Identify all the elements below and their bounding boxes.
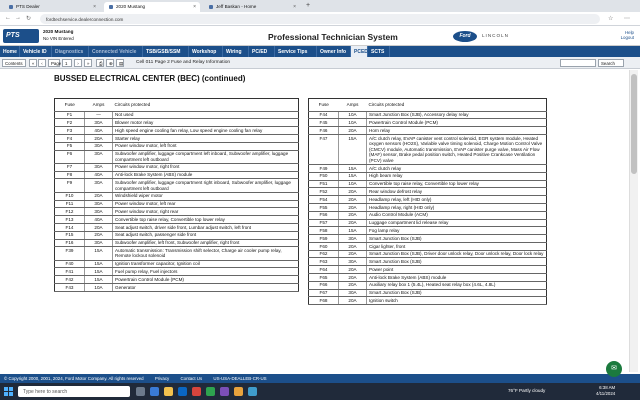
search-button[interactable]: Search (598, 59, 624, 67)
fuse-circuit: Convertible top raise relay, Convertible top lower relay (367, 180, 547, 188)
fuse-row (55, 216, 299, 224)
fuse-row (309, 196, 547, 204)
weather-widget[interactable]: 76°F Partly cloudy (508, 388, 546, 393)
fuse-amps: 30A (85, 208, 113, 216)
fuse-amps: 20A (85, 192, 113, 200)
fuse-circuit: Power window motor, right front (113, 163, 299, 171)
fuse-row (309, 180, 547, 188)
app-icon[interactable] (234, 387, 243, 396)
fuse-circuit: Blower motor relay (113, 119, 299, 127)
browser-tab[interactable] (4, 2, 100, 12)
clock-date: 4/11/2024 (596, 391, 616, 396)
fuse-row (309, 134, 547, 164)
fuse-circuit: Headlamp relay, right (HID only) (367, 204, 547, 212)
fuse-id: F7 (55, 163, 85, 171)
fuse-id: F10 (55, 192, 85, 200)
next-page-icon[interactable]: › (74, 59, 82, 67)
fuse-row (55, 239, 299, 247)
fuse-id: F57 (309, 219, 339, 227)
fuse-row (55, 119, 299, 127)
windows-start-icon[interactable] (4, 387, 13, 396)
fuse-amps: 30A (85, 200, 113, 208)
fuse-header: Fuse (55, 99, 85, 112)
fuse-amps: 10A (339, 180, 367, 188)
fuse-row (55, 192, 299, 200)
fuse-circuit: Rear window defrost relay (367, 188, 547, 196)
fuse-header: Fuse (309, 99, 339, 112)
fuse-circuit: A/C clutch relay (367, 165, 547, 173)
tab-title: 2020 Mustang (116, 4, 146, 9)
pts-logo: PTS (3, 29, 39, 43)
app-icon[interactable] (192, 387, 201, 396)
fuse-row (309, 219, 547, 227)
fuse-amps: 30A (85, 163, 113, 171)
fuse-id: F47 (309, 134, 339, 164)
fuse-row (309, 165, 547, 173)
fuse-amps: 10A (339, 111, 367, 119)
fuse-row (55, 171, 299, 179)
circuits-header: Circuits protected (367, 99, 547, 112)
fuse-circuit: Generator (113, 284, 299, 292)
fuse-id: F42 (55, 276, 85, 284)
fuse-circuit: Seat adjust switch, driver side front, Lumbar adjust switch, left front (113, 223, 299, 231)
favicon-icon (9, 5, 13, 9)
fuse-id: F44 (309, 111, 339, 119)
fuse-circuit: Subwoofer amplifier, luggage compartment right inboard, Subwoofer amplifier, luggage compartment left outboard (113, 179, 299, 192)
fuse-circuit: Seat adjust switch, passenger side front (113, 231, 299, 239)
fuse-circuit: Subwoofer amplifier, luggage compartment left inboard, Subwoofer amplifier, luggage compartment left outboard (113, 150, 299, 163)
prev-page-icon[interactable]: ‹ (38, 59, 46, 67)
menu-scts[interactable]: SCTS (368, 46, 390, 57)
fuse-amps: 15A (85, 268, 113, 276)
fuse-amps: 20A (85, 223, 113, 231)
fuse-circuit: High speed engine cooling fan relay, Low speed engine cooling fan relay (113, 127, 299, 135)
fuse-id: F3 (55, 127, 85, 135)
fuse-amps: 15A (85, 276, 113, 284)
fuse-row (309, 266, 547, 274)
copyright-text: © Copyright 2000, 2001, 2024, Ford Motor Company. All rights reserved (4, 376, 144, 381)
fuse-circuit: Fog lamp relay (367, 227, 547, 235)
fuse-row (55, 163, 299, 171)
fuse-amps: 30A (85, 142, 113, 150)
fuse-row (309, 111, 547, 119)
browser-tab-active[interactable] (104, 2, 200, 12)
page-title: Professional Technician System (268, 32, 398, 42)
help-links (621, 30, 634, 40)
task-view-icon[interactable] (136, 387, 145, 396)
menu-tsb[interactable]: TSB/GSB/SSM (143, 46, 189, 57)
fuse-amps: 15A (339, 172, 367, 180)
reload-icon[interactable]: ↻ (26, 16, 32, 22)
fuse-circuit: Headlamp relay, left (HID only) (367, 196, 547, 204)
fuse-id: F16 (55, 239, 85, 247)
fuse-amps: 20A (85, 231, 113, 239)
fuse-id: F58 (309, 227, 339, 235)
menu-pced[interactable]: PC/ED (249, 46, 275, 57)
fuse-id: F41 (55, 268, 85, 276)
vertical-scrollbar[interactable] (629, 70, 638, 372)
fuse-circuit: Smart Junction Box (SJB), Driver door unlock relay, Door unlock relay, Door lock relay (367, 250, 547, 258)
chrome-icon[interactable] (206, 387, 215, 396)
fuse-id: F68 (309, 297, 339, 305)
help-link[interactable]: Help (624, 30, 634, 35)
favicon-icon (209, 5, 213, 9)
fuse-row (309, 119, 547, 127)
clock[interactable] (596, 385, 615, 397)
menu-home[interactable]: Home (0, 46, 20, 57)
fuse-amps: 10A (339, 119, 367, 127)
fuse-row (55, 276, 299, 284)
fuse-circuit: Auxiliary relay box 1 (5.4L), Heated seat relay box (4.6L, 4.8L) (367, 281, 547, 289)
fuse-row (55, 111, 299, 119)
first-page-icon[interactable]: « (29, 59, 37, 67)
fuse-id: F46 (309, 127, 339, 135)
favicon-icon (109, 5, 113, 9)
fuse-table-right (308, 98, 547, 305)
menu-owner-info[interactable]: Owner Info (317, 46, 351, 57)
browser-tab-strip (0, 0, 640, 12)
fuse-id: F50 (309, 172, 339, 180)
back-icon[interactable]: ← (5, 15, 11, 21)
page-number-field[interactable]: 1 (62, 59, 72, 67)
fuse-amps: 30A (339, 289, 367, 297)
fuse-id: F5 (55, 142, 85, 150)
fuse-id: F6 (55, 150, 85, 163)
fuse-row (309, 127, 547, 135)
close-tab-icon[interactable]: × (193, 4, 196, 10)
fuse-row (55, 142, 299, 150)
document-title: Cell 011 Page 2 Fuse and Relay Information (136, 60, 231, 65)
document-toolbar (0, 57, 640, 69)
fuse-circuit: Fuel pump relay, Fuel injectors (113, 268, 299, 276)
fuse-circuit: Starter relay (113, 134, 299, 142)
menu-connected-vehicle[interactable]: Connected Vehicle (89, 46, 143, 57)
fuse-id: F56 (309, 211, 339, 219)
page-label: Page (48, 59, 60, 67)
fuse-row (309, 227, 547, 235)
fuse-row (55, 179, 299, 192)
fuse-amps: 20A (85, 134, 113, 142)
close-tab-icon[interactable]: × (93, 4, 96, 10)
locale-text: US-USA-DEALLEB-CR-US (213, 376, 267, 381)
fuse-id: F12 (55, 208, 85, 216)
fuse-amps: 40A (85, 216, 113, 224)
fuse-id: F9 (55, 179, 85, 192)
fuse-amps: 20A (339, 250, 367, 258)
fuse-id: F59 (309, 235, 339, 243)
menu-wiring[interactable]: Wiring (223, 46, 249, 57)
fuse-id: F11 (55, 200, 85, 208)
fuse-id: F67 (309, 289, 339, 297)
menu-workshop[interactable]: Workshop (189, 46, 223, 57)
fuse-id: F39 (55, 247, 85, 260)
fuse-amps: 30A (339, 258, 367, 266)
forward-icon[interactable]: → (15, 15, 21, 21)
fuse-amps: 20A (339, 211, 367, 219)
fuse-amps: 15A (85, 247, 113, 260)
fuse-id: F51 (309, 180, 339, 188)
fuse-row (309, 281, 547, 289)
fuse-circuit: Power window motor, left front (113, 142, 299, 150)
menu-diagnostics[interactable]: Diagnostics (52, 46, 89, 57)
fuse-circuit: Powertrain Control Module (PCM) (113, 276, 299, 284)
fuse-amps: 20A (339, 266, 367, 274)
fuse-circuit: Smart Junction Box (SJB) (367, 289, 547, 297)
fuse-row (309, 274, 547, 282)
fuse-circuit: Automatic transmission: Transmission shift selector, Charge air cooler pump relay, Remote lockout solenoid (113, 247, 299, 260)
fuse-row (309, 258, 547, 266)
fuse-amps: 20A (339, 274, 367, 282)
fuse-id: F13 (55, 216, 85, 224)
fuse-circuit: Not used (113, 111, 299, 119)
fuse-row (55, 134, 299, 142)
fuse-id: F45 (309, 119, 339, 127)
url-field[interactable]: fordtechservice.dealerconnection.com (40, 14, 600, 24)
fuse-amps: 20A (339, 281, 367, 289)
fuse-id: F8 (55, 171, 85, 179)
fuse-amps: 20A (339, 219, 367, 227)
fuse-circuit: Anti-lock Brake System (ABS) module (113, 171, 299, 179)
fuse-row (55, 208, 299, 216)
fuse-amps: 30A (85, 150, 113, 163)
fuse-row (309, 250, 547, 258)
fuse-circuit: Ignition switch (367, 297, 547, 305)
mail-icon[interactable] (178, 387, 187, 396)
menu-vehicle-id[interactable]: Vehicle ID (20, 46, 52, 57)
fuse-id: F64 (309, 266, 339, 274)
amps-header: Amps (85, 99, 113, 112)
fuse-row (309, 289, 547, 297)
fuse-id: F65 (309, 274, 339, 282)
contact-link[interactable]: Contact Us (180, 376, 203, 381)
fuse-amps: 20A (339, 297, 367, 305)
section-title: BUSSED ELECTRICAL CENTER (BEC) (continued) (54, 74, 246, 83)
fuse-circuit: Cigar lighter, front (367, 242, 547, 250)
logout-link[interactable]: Logout (620, 35, 634, 40)
fuse-id: F1 (55, 111, 85, 119)
app-icon[interactable] (220, 387, 229, 396)
fuse-circuit: Luggage compartment lid release relay (367, 219, 547, 227)
tab-title: PTS Dealer (16, 4, 40, 9)
fuse-row (309, 242, 547, 250)
fuse-id: F2 (55, 119, 85, 127)
browser-tab[interactable] (204, 2, 300, 12)
taskbar-search-input[interactable]: Type here to search (18, 386, 130, 397)
fuse-circuit: Power window motor, left rear (113, 200, 299, 208)
fuse-amps: 20A (339, 196, 367, 204)
fuse-row (55, 200, 299, 208)
privacy-link[interactable]: Privacy (154, 376, 170, 381)
fuse-row (55, 268, 299, 276)
fuse-amps: — (85, 111, 113, 119)
fuse-amps: 30A (85, 179, 113, 192)
fuse-circuit: Audio Control Module (ACM) (367, 211, 547, 219)
fuse-row (55, 260, 299, 268)
fuse-amps: 30A (85, 119, 113, 127)
scrollbar-thumb[interactable] (631, 74, 637, 174)
circuits-header: Circuits protected (113, 99, 299, 112)
fuse-amps: 10A (85, 284, 113, 292)
extensions-icon[interactable]: ☆ (608, 16, 614, 22)
fuse-circuit: Subwoofer amplifier, left front, Subwoofer amplifier, right front (113, 239, 299, 247)
file-explorer-icon[interactable] (164, 387, 173, 396)
fuse-amps: 20A (339, 188, 367, 196)
fuse-amps: 30A (85, 239, 113, 247)
fuse-id: F4 (55, 134, 85, 142)
menu-pced-selected[interactable]: PCED (351, 46, 368, 57)
fuse-row (309, 204, 547, 212)
fuse-circuit: A/C clutch relay, EVAP canister vent control solenoid, EGR system module, Heated oxygen sensors (HO2S), Variable valve timing solenoid, Charge Motion Control Valve (CMCV) module, Automatic transmission, EVAP canister purge valve, Mass Air Flow (MAF) sensor, Brake pedal position switch, Heated Positive Crankcase Ventilation (PCV) valve (367, 134, 547, 164)
fuse-id: F15 (55, 231, 85, 239)
fuse-id: F40 (55, 260, 85, 268)
chat-icon[interactable]: ✉ (606, 361, 622, 377)
fuse-row (55, 284, 299, 292)
fuse-amps: 15A (339, 134, 367, 164)
fuse-row (309, 211, 547, 219)
fuse-id: F14 (55, 223, 85, 231)
fuse-row (309, 172, 547, 180)
close-tab-icon[interactable]: × (293, 4, 296, 10)
vehicle-year: 2020 Mustang (43, 29, 74, 34)
contents-button[interactable]: Contents (2, 59, 26, 67)
fuse-circuit: Power point (367, 266, 547, 274)
new-tab-icon[interactable]: + (306, 2, 311, 9)
fuse-id: F52 (309, 188, 339, 196)
lincoln-logo: LINCOLN (482, 33, 509, 38)
document-viewer (0, 70, 628, 372)
fuse-id: F54 (309, 196, 339, 204)
ford-logo: Ford (453, 31, 477, 42)
fuse-row (309, 297, 547, 305)
view-icon[interactable]: ▤ (116, 59, 124, 67)
fuse-amps: 15A (339, 227, 367, 235)
fuse-amps: 20A (339, 127, 367, 135)
fuse-amps: 40A (85, 171, 113, 179)
fuse-row (55, 223, 299, 231)
browser-menu-icon[interactable]: ⋯ (624, 16, 630, 22)
fuse-circuit: Powertrain Control Module (PCM) (367, 119, 547, 127)
address-bar (0, 12, 640, 26)
fuse-circuit: Horn relay (367, 127, 547, 135)
taskbar (0, 383, 640, 400)
fuse-row (55, 231, 299, 239)
fuse-amps: 40A (85, 127, 113, 135)
main-menu (0, 46, 640, 57)
fuse-row (55, 127, 299, 135)
menu-service-tips[interactable]: Service Tips (275, 46, 317, 57)
fuse-row (309, 235, 547, 243)
fuse-circuit: Smart Junction Box (SJB), Accessory delay relay (367, 111, 547, 119)
fuse-circuit: Convertible top raise relay, Convertible top lower relay (113, 216, 299, 224)
zoom-icon[interactable]: ⊕ (106, 59, 114, 67)
print-icon[interactable]: ⎙ (96, 59, 104, 67)
fuse-amps: 15A (339, 165, 367, 173)
fuse-id: F49 (309, 165, 339, 173)
fuse-circuit: Smart Junction Box (SJB) (367, 235, 547, 243)
fuse-id: F63 (309, 258, 339, 266)
fuse-row (55, 247, 299, 260)
clock-time: 6:38 AM (599, 385, 616, 390)
fuse-id: F62 (309, 250, 339, 258)
tab-title: Jeff Baskan - Home (216, 4, 257, 9)
fuse-amps: 20A (339, 242, 367, 250)
fuse-row (309, 188, 547, 196)
fuse-id: F66 (309, 281, 339, 289)
amps-header: Amps (339, 99, 367, 112)
app-header (0, 27, 640, 46)
fuse-table-left (54, 98, 299, 292)
search-input[interactable] (560, 59, 596, 67)
fuse-id: F43 (55, 284, 85, 292)
fuse-circuit: Ignition transformer capacitor, Ignition coil (113, 260, 299, 268)
fuse-id: F55 (309, 204, 339, 212)
fuse-amps: 20A (339, 204, 367, 212)
app-icon[interactable] (248, 387, 257, 396)
last-page-icon[interactable]: » (84, 59, 92, 67)
fuse-circuit: High beam relay (367, 172, 547, 180)
site-footer (0, 374, 640, 383)
fuse-circuit: Smart Junction Box (SJB) (367, 258, 547, 266)
fuse-circuit: Windshield wiper motor (113, 192, 299, 200)
fuse-id: F60 (309, 242, 339, 250)
edge-icon[interactable] (150, 387, 159, 396)
fuse-amps: 15A (85, 260, 113, 268)
vehicle-vin: No VIN Entered (43, 36, 74, 41)
fuse-row (55, 150, 299, 163)
fuse-amps: 30A (339, 235, 367, 243)
fuse-circuit: Anti-lock Brake System (ABS) module (367, 274, 547, 282)
fuse-circuit: Power window motor, right rear (113, 208, 299, 216)
